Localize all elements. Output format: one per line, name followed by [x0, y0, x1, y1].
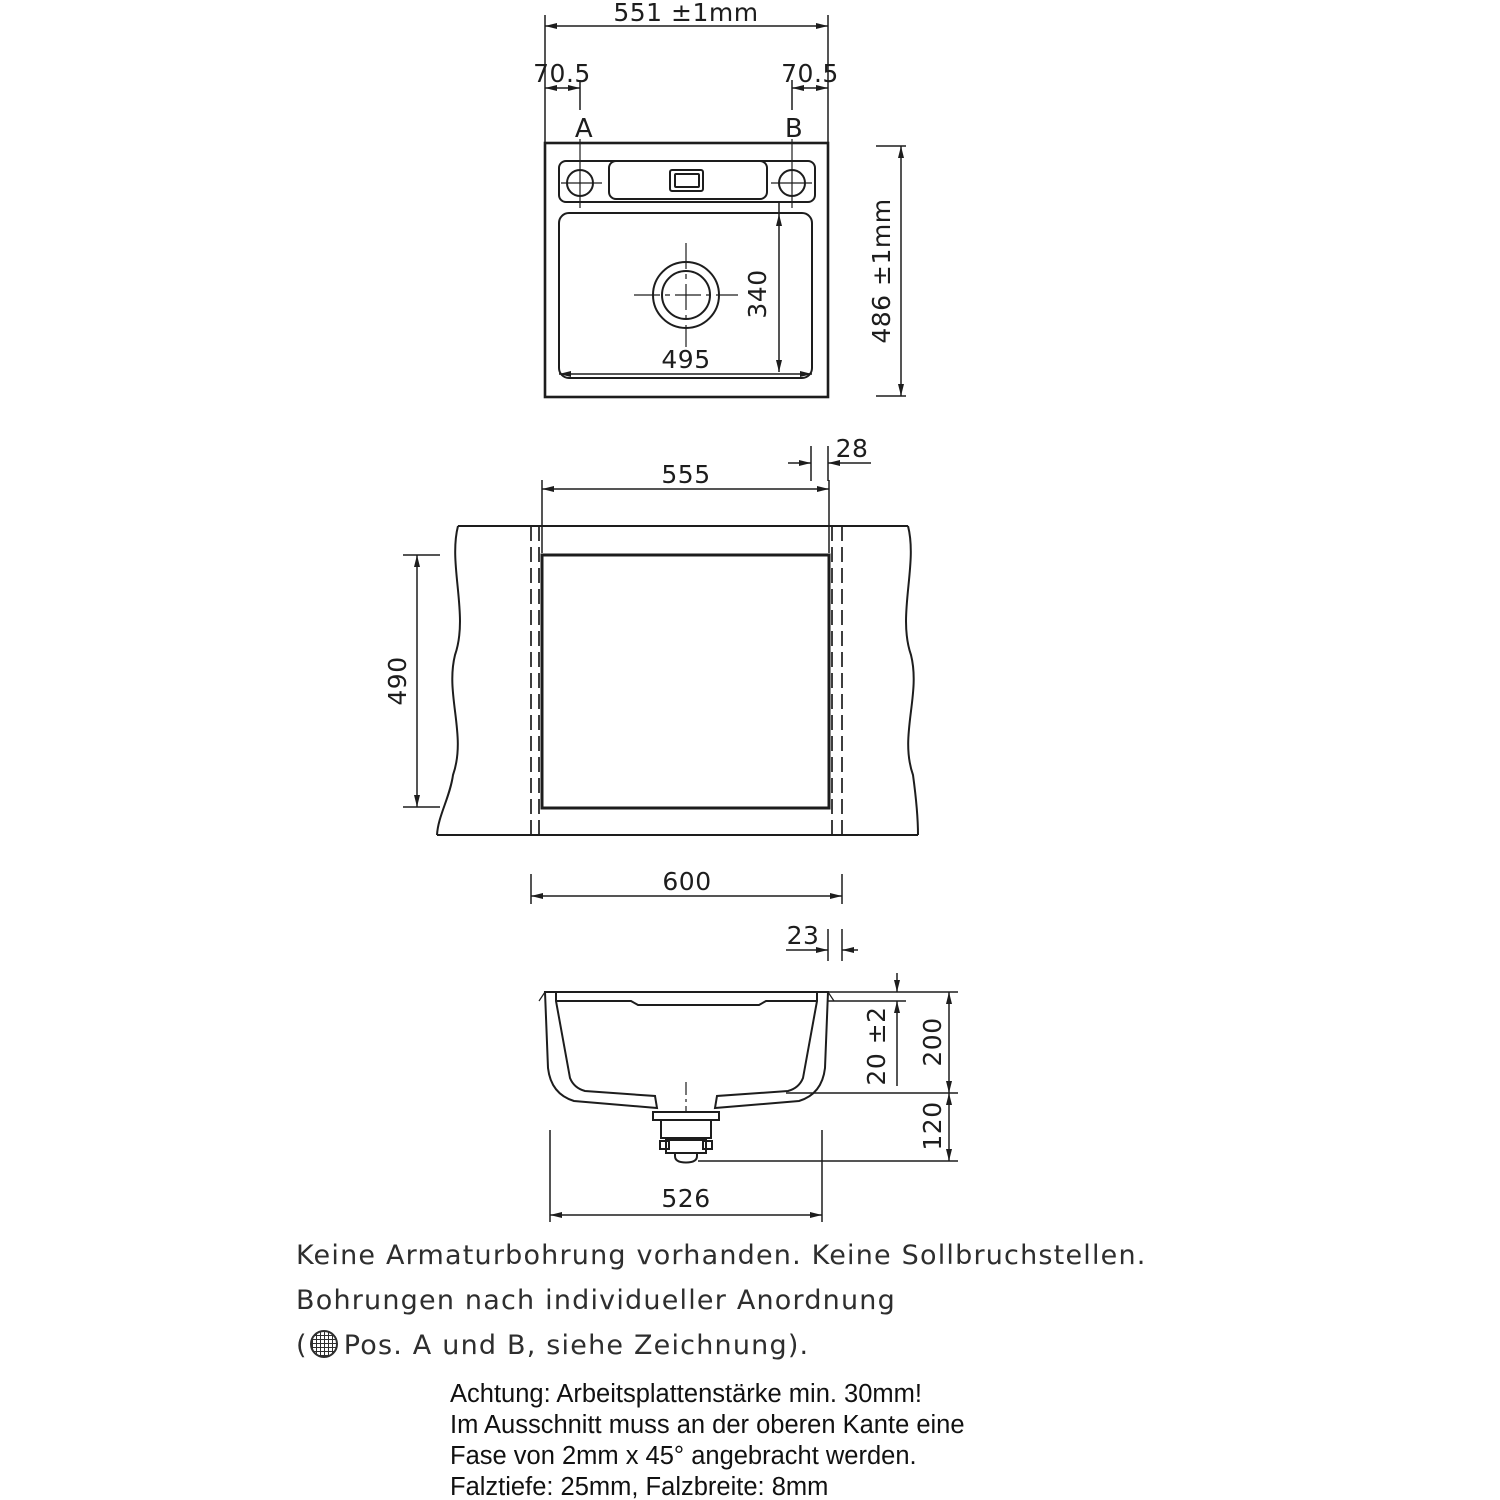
- dim-hole-offset-right: 70.5: [781, 59, 839, 88]
- sink-rim-ledge: [559, 161, 815, 202]
- note-line-3-rest: Pos. A und B, siehe Zeichnung).: [343, 1330, 810, 1361]
- front-offset-dim: [786, 921, 858, 961]
- note-line-1: Keine Armaturbohrung vorhanden. Keine Sollbruchstellen.: [296, 1240, 1147, 1271]
- dim-cabinet-width: 600: [662, 867, 712, 896]
- dim-offset-front: 23: [786, 921, 820, 950]
- note-line-2: Bohrungen nach individueller Anordnung: [296, 1285, 896, 1316]
- dim-rim-recess: 20 ±2: [862, 1006, 891, 1086]
- rear-offset-dim: [788, 434, 871, 481]
- note-line-3: [296, 1323, 1147, 1368]
- hole-label-b: B: [784, 114, 804, 144]
- dim-bowl-outer-width: 526: [661, 1184, 711, 1213]
- drain-assembly: [653, 1082, 719, 1163]
- dim-drain-clearance: 120: [918, 1101, 947, 1151]
- hatched-circle-icon: [310, 1330, 338, 1358]
- dim-bowl-depth: 340: [743, 269, 772, 319]
- dim-cutout-depth: 490: [383, 656, 412, 706]
- hole-label-a: A: [574, 114, 594, 144]
- dim-offset-rear: 28: [835, 434, 869, 463]
- warning-line-1: Achtung: Arbeitsplattenstärke min. 30mm!: [450, 1380, 922, 1408]
- top-view: [533, 0, 906, 397]
- dim-bowl-inner-depth: 200: [918, 1017, 947, 1067]
- warning-notes: [450, 1379, 965, 1500]
- overflow-recess-panel: [609, 161, 767, 199]
- dim-hole-offset-left: 70.5: [533, 59, 591, 88]
- dim-cutout-width: 555: [661, 460, 711, 489]
- tap-hole-b: [771, 139, 812, 208]
- warning-line-4: Falztiefe: 25mm, Falzbreite: 8mm: [450, 1473, 829, 1500]
- note-line-3-open: (: [296, 1330, 308, 1361]
- general-notes: [296, 1233, 1147, 1368]
- installation-cutout-view: [383, 460, 918, 904]
- overflow-window-inner: [675, 174, 699, 187]
- section-wall-left: [545, 992, 657, 1108]
- drain-mark: [634, 243, 738, 347]
- warning-line-2: Im Ausschnitt muss an der oberen Kante eine: [450, 1411, 965, 1439]
- tap-hole-a: [561, 139, 602, 208]
- section-view: [539, 973, 958, 1222]
- worktop-cutout: [542, 555, 829, 808]
- dim-bowl-width: 495: [661, 345, 711, 374]
- section-wall-right: [715, 992, 828, 1108]
- warning-line-3: Fase von 2mm x 45° angebracht werden.: [450, 1442, 917, 1470]
- dim-overall-depth: 486 ±1mm: [867, 198, 896, 344]
- dim-overall-width: 551 ±1mm: [613, 0, 759, 27]
